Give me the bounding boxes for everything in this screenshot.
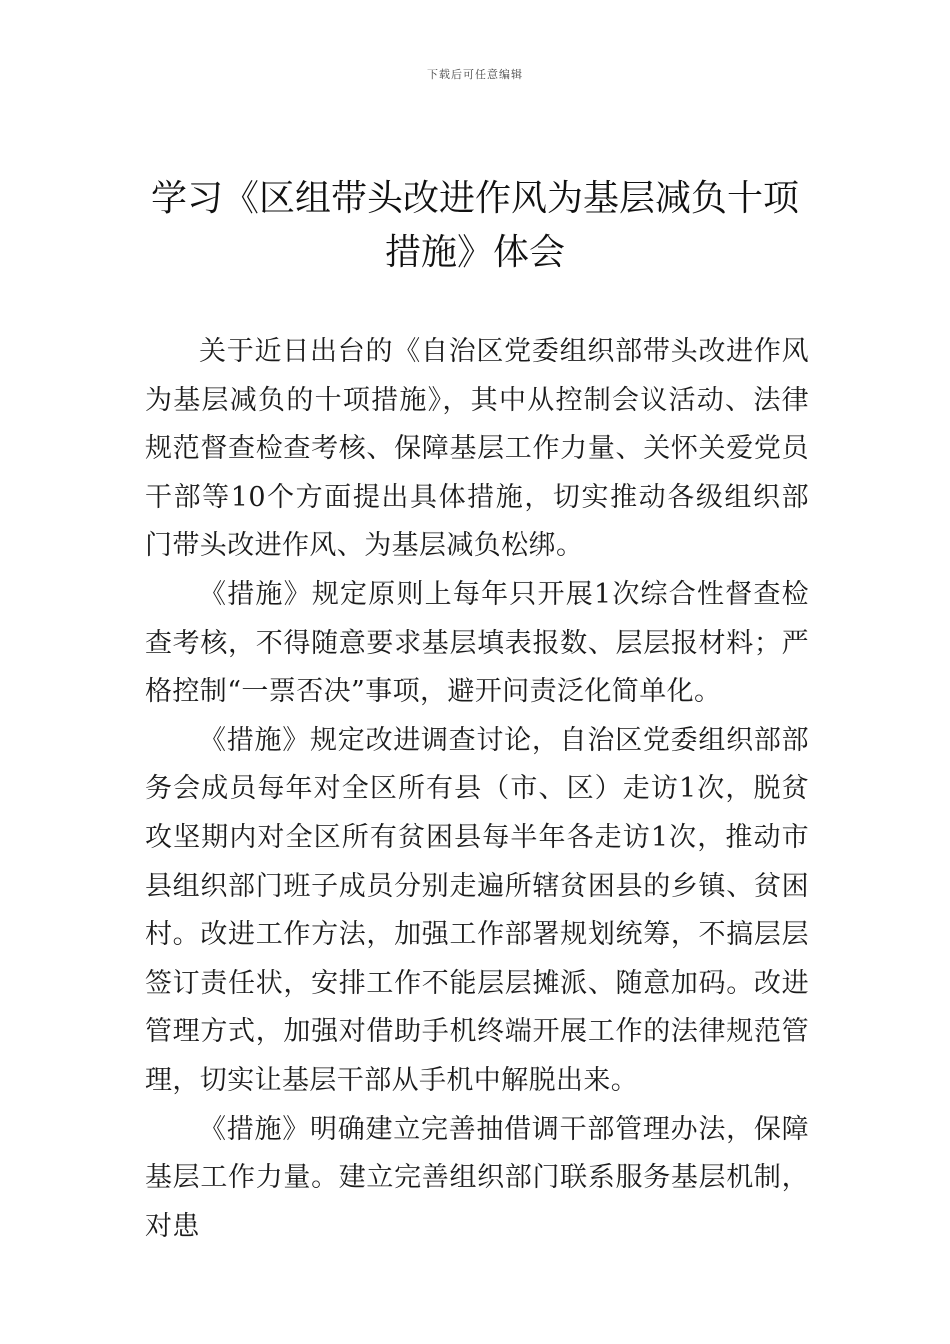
document-title [120, 172, 830, 280]
header-note: 下载后可任意编辑 [427, 68, 523, 81]
document-body [145, 328, 809, 1251]
paragraph-1: 关于近日出台的《自治区党委组织部带头改进作风为基层减负的十项措施》，其中从控制会议活动、法律规范督查检查考核、保障基层工作力量、关怀关爱党员干部等10个方面提出具体措施，切实推动各级组织部门带头改进作风、为基层减负松绑。 [145, 336, 809, 562]
title-line-1: 学习《区组带头改进作风为基层减负十项 [150, 178, 799, 219]
paragraph-4: 《措施》明确建立完善抽借调干部管理办法，保障基层工作力量。建立完善组织部门联系服务基层机制，对患 [145, 1113, 809, 1242]
paragraph-2: 《措施》规定原则上每年只开展1次综合性督查检查考核，不得随意要求基层填表报数、层层报材料；严格控制“一票否决”事项，避开问责泛化简单化。 [145, 578, 809, 708]
paragraph-3: 《措施》规定改进调查讨论，自治区党委组织部部务会成员每年对全区所有县（市、区）走访1次，脱贫攻坚期内对全区所有贫困县每半年各走访1次，推动市县组织部门班子成员分别走遍所辖贫困县的乡镇、贫困村。改进工作方法，加强工作部署规划统筹，不搞层层签订责任状，安排工作不能层层摊派、随意加码。改进管理方式，加强对借助手机终端开展工作的法律规范管理，切实让基层干部从手机中解脱出来。 [145, 724, 809, 1096]
title-line-2: 措施》体会 [384, 232, 565, 273]
